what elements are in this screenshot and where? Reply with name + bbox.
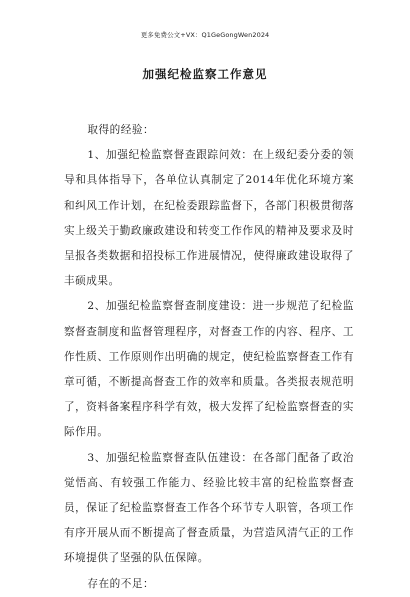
header-note: 更多免费公文+VX：Q1GeGongWen2024	[140, 31, 270, 39]
document-body	[64, 118, 354, 597]
paragraph-experience-heading: 取得的经验：	[87, 124, 155, 136]
document-title: 加强纪检监察工作意见	[142, 67, 268, 81]
paragraph-item-2: 2、加强纪检监察督查制度建设：进一步规范了纪检监察督查制度和监督管理程序，对督查工作的内容、程序、工作性质、工作原则作出明确的规定，使纪检监察督查工作有章可循，不断提高督查工作的效率和质量。各类报表规范明了，资料备案程序科学有效，极大发挥了纪检监察督查的实际作用。	[64, 300, 354, 439]
paragraph-item-1: 1、加强纪检监察督查跟踪问效：在上级纪委分委的领导和具体指导下，各单位认真制定了2014年优化环境方案和纠风工作计划，在纪检委跟踪监督下，各部门积极贯彻落实上级关于勤政廉政建设和转变工作作风的精神及要求及时呈报各类数据和招投标工作进展情况，使得廉政建设取得了丰硕成果。	[64, 149, 354, 288]
paragraph-item-3: 3、加强纪检监察督查队伍建设：在各部门配备了政治觉悟高、有较强工作能力、经验比较丰富的纪检监察督查员，保证了纪检监察督查工作各个环节专人职管，各项工作有序开展从而不断提高了督查质量，为营造风清气正的工作环境提供了坚强的队伍保障。	[64, 451, 354, 565]
paragraph-shortcomings-heading: 存在的不足：	[87, 577, 155, 590]
